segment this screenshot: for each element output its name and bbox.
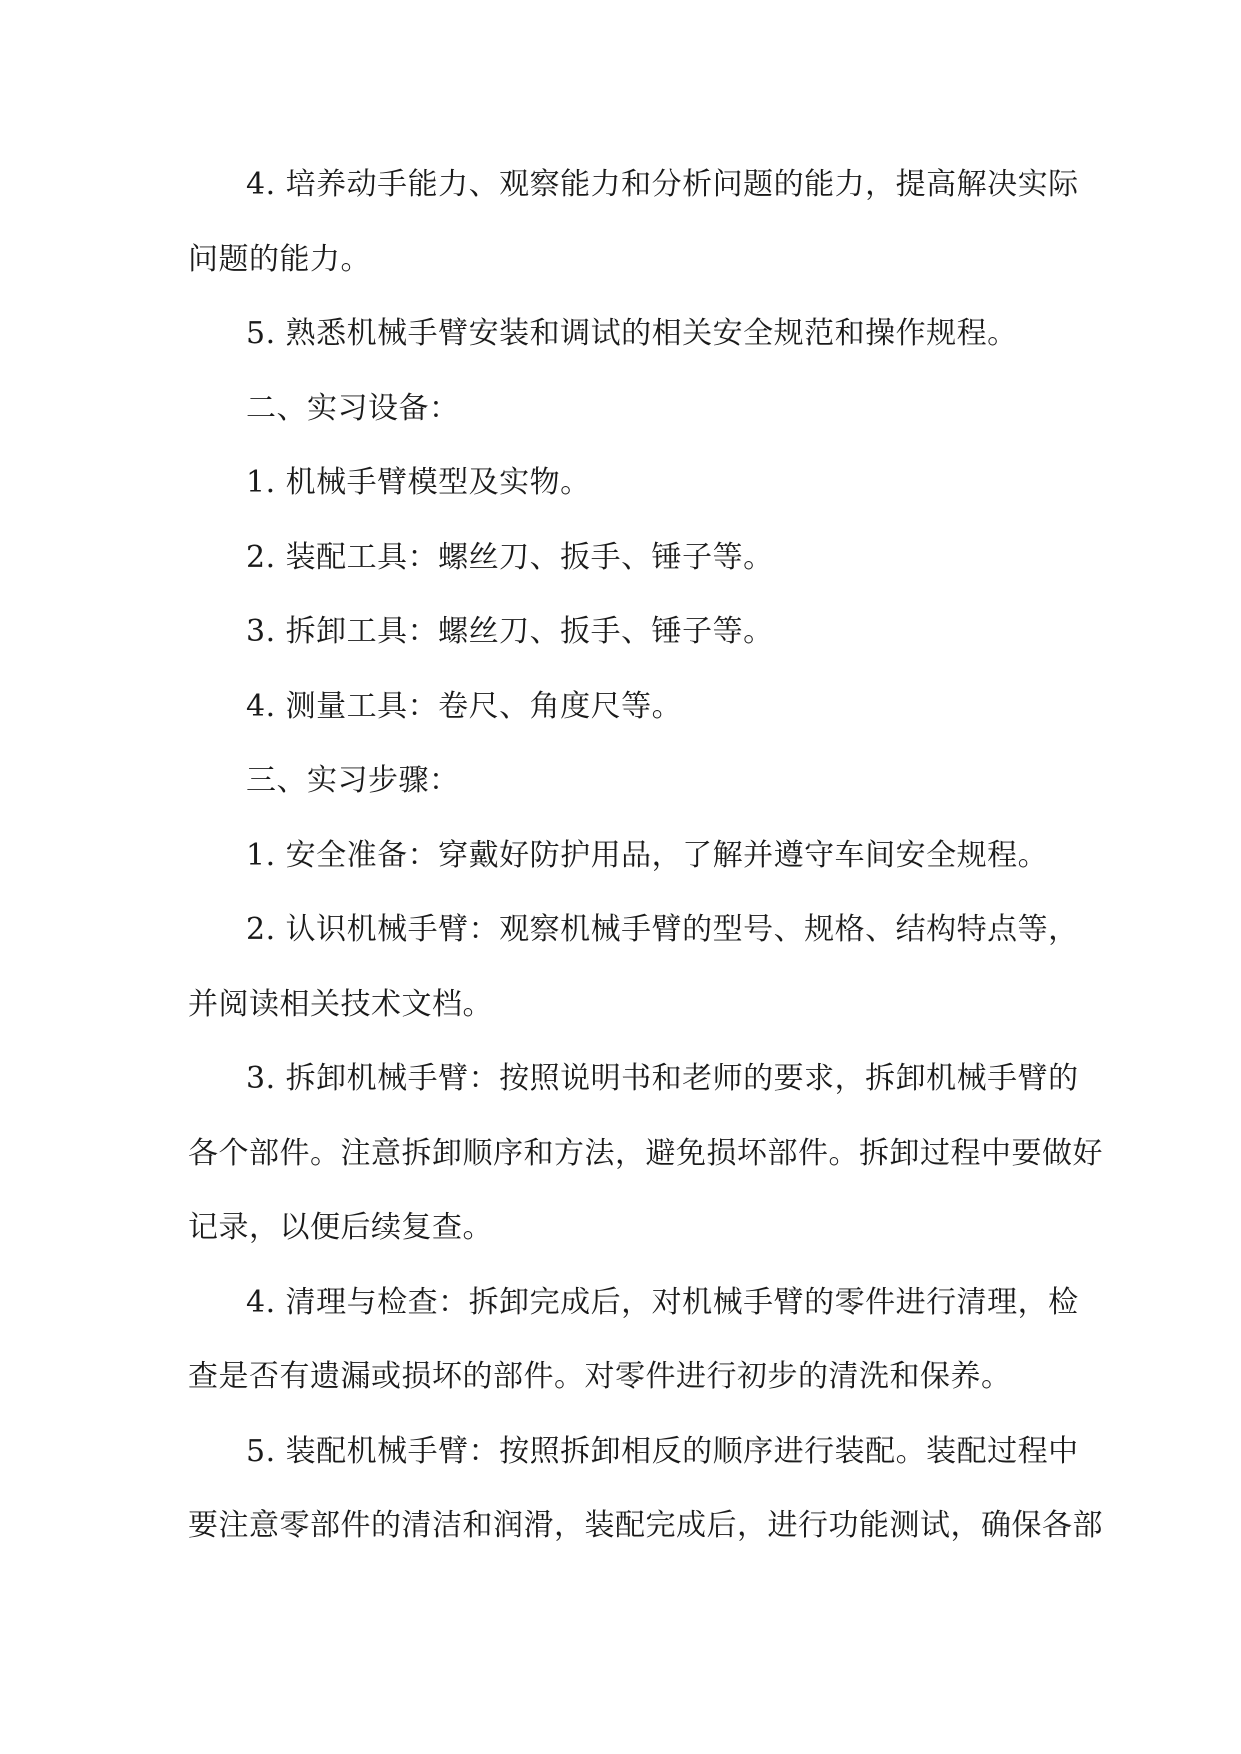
paragraph-line: 4. 培养动手能力、观察能力和分析问题的能力，提高解决实际 — [246, 167, 1079, 202]
paragraph-line: 3. 拆卸机械手臂：按照说明书和老师的要求，拆卸机械手臂的 — [246, 1061, 1079, 1096]
paragraph-line: 5. 装配机械手臂：按照拆卸相反的顺序进行装配。装配过程中 — [246, 1433, 1079, 1469]
paragraph-line: 2. 认识机械手臂：观察机械手臂的型号、规格、结构特点等， — [246, 912, 1079, 947]
paragraph-equip-4 — [188, 670, 1058, 745]
paragraph-line: 4. 测量工具：卷尺、角度尺等。 — [246, 688, 683, 724]
paragraph-step-2 — [188, 893, 1079, 1042]
paragraph-goal-5 — [188, 297, 1058, 372]
paragraph-line: 4. 清理与检查：拆卸完成后，对机械手臂的零件进行清理，检 — [246, 1284, 1079, 1320]
paragraph-line: 二、实习设备： — [246, 390, 460, 426]
paragraph-line: 并阅读相关技术文档。 — [188, 986, 493, 1022]
paragraph-line: 各个部件。注意拆卸顺序和方法，避免损坏部件。拆卸过程中要做好 — [188, 1135, 1103, 1171]
paragraph-equip-1 — [188, 446, 1058, 521]
paragraph-goal-4 — [188, 148, 1079, 297]
paragraph-line: 问题的能力。 — [188, 241, 371, 277]
paragraph-equip-3 — [188, 595, 1058, 670]
section-heading-steps — [188, 744, 1058, 819]
paragraph-step-1 — [188, 819, 1058, 894]
paragraph-line: 三、实习步骤： — [246, 763, 460, 798]
paragraph-step-3 — [188, 1042, 1103, 1266]
paragraph-line: 记录，以便后续复查。 — [188, 1210, 493, 1245]
paragraph-line: 5. 熟悉机械手臂安装和调试的相关安全规范和操作规程。 — [246, 316, 1018, 351]
document-body — [188, 148, 1103, 1564]
paragraph-step-4 — [188, 1266, 1079, 1415]
paragraph-step-5 — [188, 1415, 1103, 1564]
paragraph-line: 要注意零部件的清洁和润滑，装配完成后，进行功能测试，确保各部 — [188, 1508, 1103, 1543]
paragraph-line: 2. 装配工具：螺丝刀、扳手、锤子等。 — [246, 539, 774, 575]
paragraph-equip-2 — [188, 521, 1058, 596]
paragraph-line: 1. 机械手臂模型及实物。 — [246, 465, 591, 500]
paragraph-line: 查是否有遗漏或损坏的部件。对零件进行初步的清洗和保养。 — [188, 1359, 1012, 1394]
paragraph-line: 1. 安全准备：穿戴好防护用品，了解并遵守车间安全规程。 — [246, 837, 1049, 873]
paragraph-line: 3. 拆卸工具：螺丝刀、扳手、锤子等。 — [246, 614, 774, 649]
section-heading-equipment — [188, 372, 1058, 447]
